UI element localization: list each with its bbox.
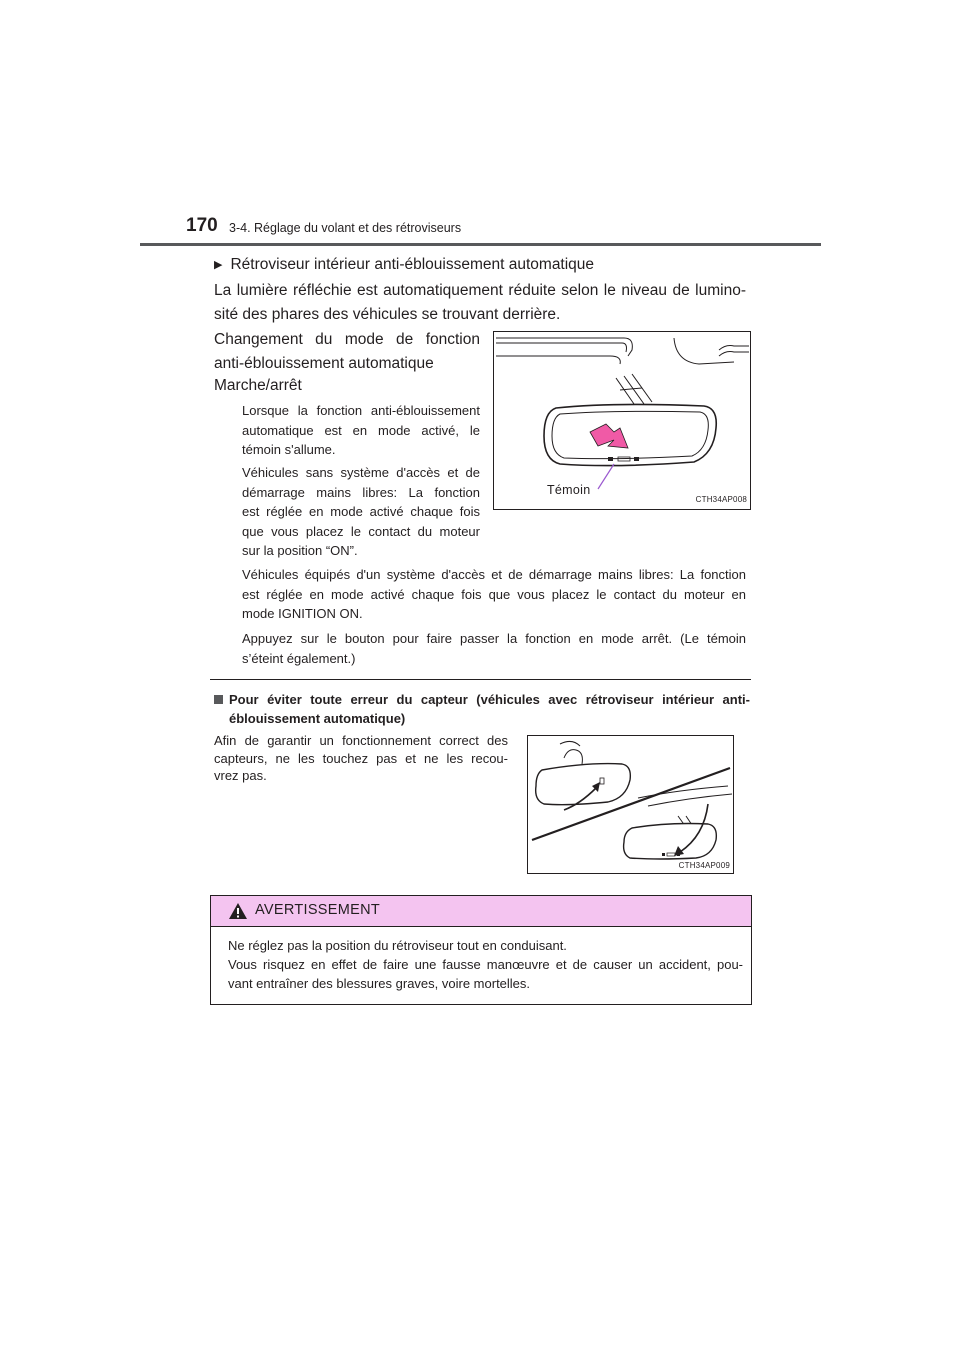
note-turn-off (242, 629, 746, 668)
sensor-illustration (528, 736, 733, 873)
note-line: Appuyez sur le bouton pour faire passer la fonction en mode arrêt. (Le témoin (242, 631, 746, 646)
warning-line: vant entraîner des blessures graves, voire mortelles. (228, 976, 531, 991)
indicator-label: Témoin (547, 483, 591, 497)
note-line: Véhicules équipés d'un système d'accès et de démarrage mains libres: La fonction (242, 567, 746, 582)
subheading-text: Rétroviseur intérieur anti-éblouissement automatique (230, 256, 595, 273)
note-line: automatique est en mode activé, le (242, 422, 480, 438)
note-line: mode IGNITION ON. (242, 606, 363, 621)
note-line: que vous placez le contact du moteur (242, 523, 480, 539)
sensor-text (214, 732, 508, 785)
figure-code: CTH34AP008 (695, 495, 747, 504)
note-line: Véhicules sans système d'accès et de (242, 465, 480, 480)
section-divider (210, 679, 751, 680)
sensor-line: capteurs, ne les touchez pas et ne les recou- (214, 750, 508, 766)
intro-line: sité des phares des véhicules se trouvant derrière. (214, 306, 561, 323)
triangle-bullet-icon: ▶ (214, 259, 223, 271)
note-with-smart-key (242, 565, 746, 624)
warning-header (211, 896, 751, 927)
page-number: 170 (186, 215, 218, 236)
warning-box (210, 895, 752, 1005)
warning-body (228, 936, 743, 993)
figure-code: CTH34AP009 (678, 861, 730, 870)
warning-line: Vous risquez en effet de faire une fausse manœuvre et de causer un accident, pou- (228, 957, 743, 972)
note-line: Lorsque la fonction anti-éblouissement (242, 403, 480, 418)
note-line: démarrage mains libres: La fonction (242, 484, 480, 500)
sensor-heading-line: éblouissement automatique) (229, 711, 406, 726)
sensor-heading-line: Pour éviter toute erreur du capteur (véhicules avec rétroviseur intérieur anti- (229, 692, 750, 707)
note-line: est réglée en mode activé chaque fois que vous placez le contact du moteur en (242, 586, 746, 602)
warning-triangle-icon (228, 902, 248, 920)
note-without-smart-key (242, 463, 480, 561)
on-off-label: Marche/arrêt (214, 377, 302, 394)
note-line: est réglée en mode activé chaque fois (242, 504, 480, 519)
intro-line: La lumière réfléchie est automatiquement réduite selon le niveau de lumino- (214, 282, 746, 299)
square-bullet-icon (214, 695, 223, 704)
sensor-heading (214, 690, 750, 728)
sensor-line: Afin de garantir un fonctionnement correct des (214, 733, 508, 748)
mirror-indicator-figure (493, 331, 751, 510)
subheading (214, 256, 594, 274)
sensor-line: vrez pas. (214, 768, 267, 783)
warning-title: AVERTISSEMENT (255, 902, 381, 918)
note-indicator (242, 401, 480, 460)
mode-change-heading (214, 328, 480, 376)
mirror-sensor-figure (527, 735, 734, 874)
note-line: s’éteint également.) (242, 650, 356, 666)
mirror-illustration (494, 332, 750, 509)
note-line: témoin s'allume. (242, 442, 336, 457)
mode-change-line: Changement du mode de fonction (214, 331, 480, 348)
warning-line: Ne réglez pas la position du rétroviseur tout en conduisant. (228, 938, 567, 953)
mode-change-line: anti-éblouissement automatique (214, 355, 434, 372)
section-title: 3-4. Réglage du volant et des rétroviseurs (229, 221, 462, 235)
intro-paragraph (214, 279, 746, 327)
note-line: sur la position “ON”. (242, 543, 358, 558)
header-rule (140, 243, 821, 246)
